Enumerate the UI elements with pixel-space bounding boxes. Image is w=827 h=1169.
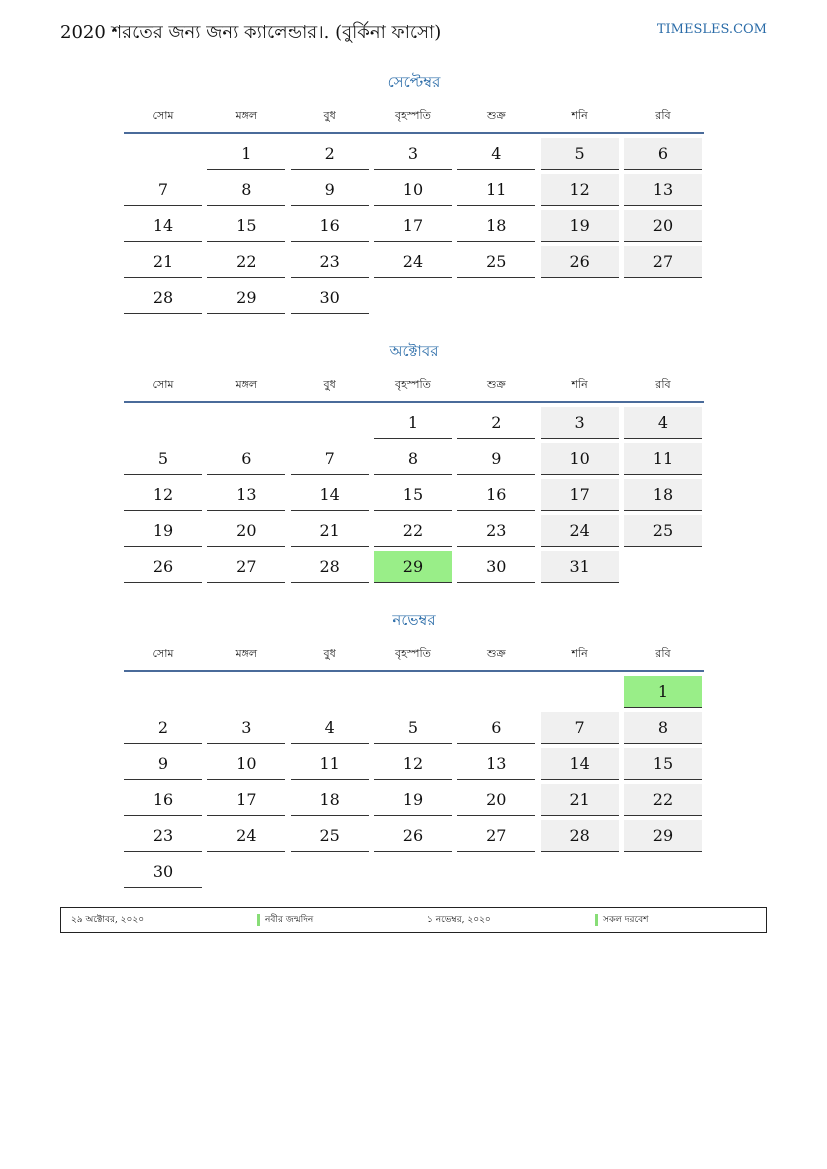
day-cell[interactable]: 8: [624, 712, 702, 744]
day-cell[interactable]: 9: [457, 443, 535, 475]
empty-cell: [124, 676, 202, 708]
month-calendar: [124, 339, 704, 583]
empty-cell: [457, 282, 535, 314]
day-cell[interactable]: 16: [291, 210, 369, 242]
weekday-label: সোম: [152, 378, 174, 391]
day-cell[interactable]: 19: [541, 210, 619, 242]
day-cell[interactable]: 28: [541, 820, 619, 852]
weekday-label: শুক্র: [486, 378, 506, 391]
day-cell[interactable]: 23: [291, 246, 369, 278]
empty-cell: [457, 676, 535, 708]
page-title: 2020 শরতের জন্য জন্য ক্যালেন্ডার।. (বুর্কিনা ফাসো): [60, 22, 442, 43]
week-row: [124, 282, 704, 314]
day-cell[interactable]: 28: [124, 282, 202, 314]
day-cell[interactable]: 6: [624, 138, 702, 170]
weekday-label: রবি: [655, 378, 671, 391]
day-cell[interactable]: 2: [457, 407, 535, 439]
week-row: [124, 748, 704, 780]
legend-holiday: [595, 908, 648, 932]
day-cell[interactable]: 1: [624, 676, 702, 708]
week-row: [124, 246, 704, 278]
day-cell[interactable]: 14: [541, 748, 619, 780]
day-cell[interactable]: 18: [624, 479, 702, 511]
weekday-label: বুধ: [323, 109, 336, 122]
day-cell[interactable]: 24: [541, 515, 619, 547]
empty-cell: [624, 282, 702, 314]
week-row: [124, 820, 704, 852]
day-cell[interactable]: 11: [457, 174, 535, 206]
weekday-header: [124, 102, 704, 130]
day-cell[interactable]: 14: [124, 210, 202, 242]
month-calendar: [124, 608, 704, 888]
empty-cell: [291, 407, 369, 439]
day-cell[interactable]: 16: [124, 784, 202, 816]
day-cell[interactable]: 30: [124, 856, 202, 888]
day-cell[interactable]: 30: [291, 282, 369, 314]
day-cell[interactable]: 27: [207, 551, 285, 583]
holiday-marker-icon: [595, 914, 598, 926]
header-rule: [124, 401, 704, 403]
day-cell[interactable]: 2: [291, 138, 369, 170]
weekday-label: সোম: [152, 647, 174, 660]
day-cell[interactable]: 11: [291, 748, 369, 780]
day-cell[interactable]: 10: [207, 748, 285, 780]
day-cell[interactable]: 12: [374, 748, 452, 780]
day-cell[interactable]: 21: [541, 784, 619, 816]
day-cell[interactable]: 13: [457, 748, 535, 780]
weekday-label: রবি: [655, 647, 671, 660]
day-cell[interactable]: 30: [457, 551, 535, 583]
weekday-header: [124, 371, 704, 399]
day-cell[interactable]: 21: [124, 246, 202, 278]
day-cell[interactable]: 8: [374, 443, 452, 475]
day-cell[interactable]: 26: [374, 820, 452, 852]
day-cell[interactable]: 28: [291, 551, 369, 583]
day-cell[interactable]: 4: [624, 407, 702, 439]
legend-holiday: [257, 908, 313, 932]
day-cell[interactable]: 20: [624, 210, 702, 242]
month-calendar: [124, 70, 704, 314]
empty-cell: [207, 856, 285, 888]
day-cell[interactable]: 12: [124, 479, 202, 511]
day-cell[interactable]: 3: [207, 712, 285, 744]
empty-cell: [374, 282, 452, 314]
month-name: সেপ্টেম্বর: [387, 73, 441, 91]
day-cell[interactable]: 7: [124, 174, 202, 206]
holiday-marker-icon: [257, 914, 260, 926]
week-row: [124, 479, 704, 511]
day-cell[interactable]: 26: [541, 246, 619, 278]
header-rule: [124, 132, 704, 134]
header-rule: [124, 670, 704, 672]
day-cell[interactable]: 13: [624, 174, 702, 206]
week-row: [124, 138, 704, 170]
day-cell[interactable]: 11: [624, 443, 702, 475]
day-cell[interactable]: 15: [374, 479, 452, 511]
day-cell[interactable]: 4: [291, 712, 369, 744]
day-cell[interactable]: 15: [624, 748, 702, 780]
day-cell[interactable]: 12: [541, 174, 619, 206]
weekday-label: মঙ্গল: [235, 647, 258, 660]
day-cell[interactable]: 18: [457, 210, 535, 242]
weekday-label: বৃহস্পতি: [395, 647, 431, 660]
weekday-label: বুধ: [323, 647, 336, 660]
legend-holiday-name: সকল দরবেশ: [603, 915, 649, 925]
legend-holiday-name: নবীর জন্মদিন: [265, 915, 314, 925]
day-cell[interactable]: 3: [374, 138, 452, 170]
week-row: [124, 174, 704, 206]
day-cell[interactable]: 17: [374, 210, 452, 242]
day-cell[interactable]: 25: [291, 820, 369, 852]
day-cell[interactable]: 5: [374, 712, 452, 744]
empty-cell: [457, 856, 535, 888]
day-cell[interactable]: 27: [624, 246, 702, 278]
empty-cell: [207, 407, 285, 439]
day-cell[interactable]: 25: [457, 246, 535, 278]
empty-cell: [374, 856, 452, 888]
day-cell[interactable]: 22: [374, 515, 452, 547]
empty-cell: [541, 282, 619, 314]
weekday-label: শনি: [571, 647, 588, 660]
day-cell[interactable]: 23: [457, 515, 535, 547]
legend-date: ২৯ অক্টোবর, ২০২০: [71, 915, 145, 925]
day-cell[interactable]: 16: [457, 479, 535, 511]
weekday-label: বৃহস্পতি: [395, 378, 431, 391]
day-cell[interactable]: 2: [124, 712, 202, 744]
day-cell[interactable]: 24: [374, 246, 452, 278]
day-cell[interactable]: 21: [291, 515, 369, 547]
day-cell[interactable]: 1: [207, 138, 285, 170]
day-cell[interactable]: 29: [374, 551, 452, 583]
day-cell[interactable]: 17: [207, 784, 285, 816]
weekday-label: শনি: [571, 378, 588, 391]
weekday-label: বৃহস্পতি: [395, 109, 431, 122]
day-cell[interactable]: 10: [374, 174, 452, 206]
week-row: [124, 515, 704, 547]
weekday-label: শুক্র: [486, 647, 506, 660]
day-cell[interactable]: 18: [291, 784, 369, 816]
holiday-legend: [60, 907, 767, 933]
empty-cell: [124, 407, 202, 439]
week-row: [124, 407, 704, 439]
day-cell[interactable]: 27: [457, 820, 535, 852]
day-cell[interactable]: 29: [624, 820, 702, 852]
legend-date: ১ নভেম্বর, ২০২০: [427, 915, 491, 925]
day-cell[interactable]: 13: [207, 479, 285, 511]
week-row: [124, 784, 704, 816]
day-cell[interactable]: 24: [207, 820, 285, 852]
day-cell[interactable]: 19: [124, 515, 202, 547]
day-cell[interactable]: 9: [124, 748, 202, 780]
day-cell[interactable]: 25: [624, 515, 702, 547]
day-cell[interactable]: 4: [457, 138, 535, 170]
day-cell[interactable]: 1: [374, 407, 452, 439]
day-cell[interactable]: 22: [624, 784, 702, 816]
empty-cell: [124, 138, 202, 170]
day-cell[interactable]: 31: [541, 551, 619, 583]
week-row: [124, 443, 704, 475]
day-cell[interactable]: 10: [541, 443, 619, 475]
week-row: [124, 856, 704, 888]
week-row: [124, 676, 704, 708]
empty-cell: [541, 676, 619, 708]
day-cell[interactable]: 20: [207, 515, 285, 547]
month-name: নভেম্বর: [392, 611, 436, 629]
day-cell[interactable]: 17: [541, 479, 619, 511]
day-cell[interactable]: 23: [124, 820, 202, 852]
day-cell[interactable]: 7: [291, 443, 369, 475]
week-row: [124, 551, 704, 583]
day-cell[interactable]: 14: [291, 479, 369, 511]
weekday-header: [124, 640, 704, 668]
day-cell[interactable]: 5: [124, 443, 202, 475]
day-cell[interactable]: 3: [541, 407, 619, 439]
weekday-label: সোম: [152, 109, 174, 122]
week-row: [124, 712, 704, 744]
day-cell[interactable]: 5: [541, 138, 619, 170]
day-cell[interactable]: 22: [207, 246, 285, 278]
weekday-label: বুধ: [323, 378, 336, 391]
day-cell[interactable]: 26: [124, 551, 202, 583]
weekday-label: মঙ্গল: [235, 109, 258, 122]
day-cell[interactable]: 20: [457, 784, 535, 816]
empty-cell: [291, 856, 369, 888]
weekday-label: শনি: [571, 109, 588, 122]
week-row: [124, 210, 704, 242]
empty-cell: [291, 676, 369, 708]
day-cell[interactable]: 6: [457, 712, 535, 744]
weekday-label: রবি: [655, 109, 671, 122]
day-cell[interactable]: 29: [207, 282, 285, 314]
empty-cell: [624, 856, 702, 888]
site-link[interactable]: TIMESLES.COM: [656, 22, 767, 37]
day-cell[interactable]: 15: [207, 210, 285, 242]
weekday-label: মঙ্গল: [235, 378, 258, 391]
day-cell[interactable]: 19: [374, 784, 452, 816]
empty-cell: [624, 551, 702, 583]
day-cell[interactable]: 6: [207, 443, 285, 475]
weekday-label: শুক্র: [486, 109, 506, 122]
month-name: অক্টোবর: [389, 342, 439, 360]
empty-cell: [374, 676, 452, 708]
empty-cell: [541, 856, 619, 888]
day-cell[interactable]: 7: [541, 712, 619, 744]
empty-cell: [207, 676, 285, 708]
day-cell[interactable]: 9: [291, 174, 369, 206]
day-cell[interactable]: 8: [207, 174, 285, 206]
